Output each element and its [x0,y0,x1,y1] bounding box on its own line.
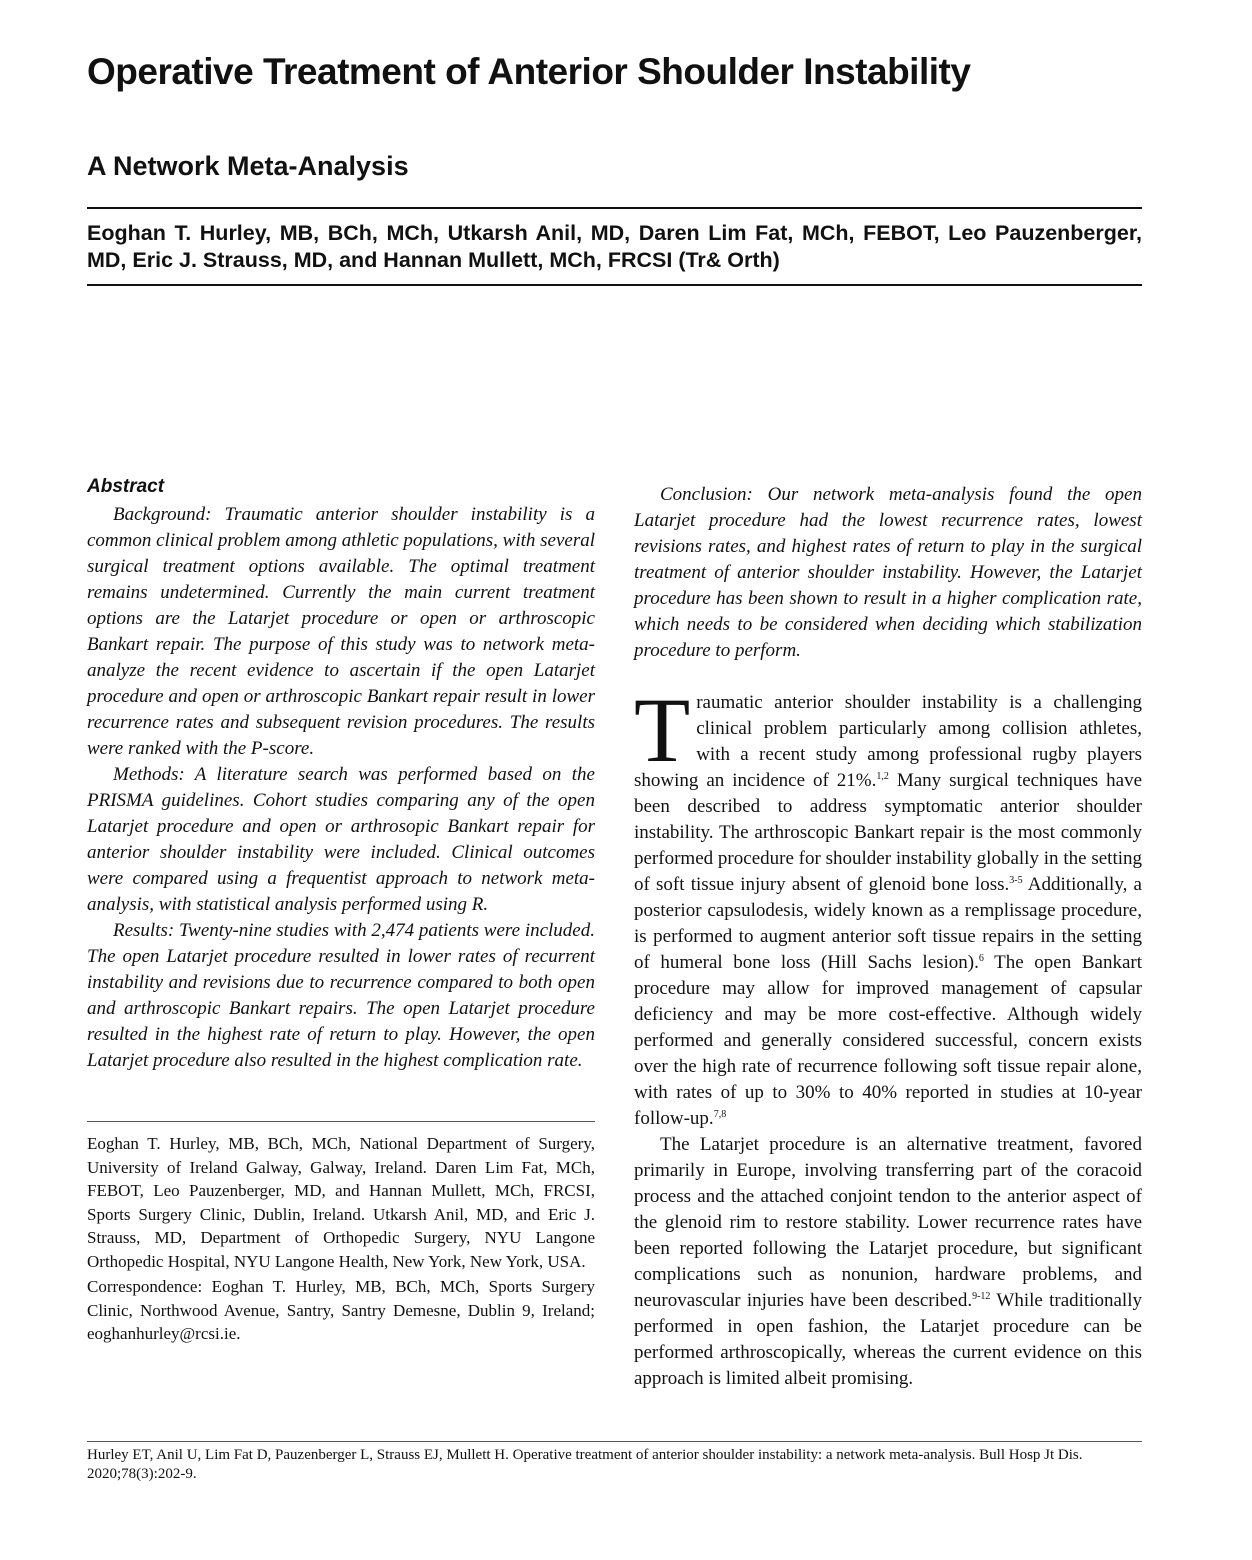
affiliation-divider [87,1121,595,1122]
article-title: Operative Treatment of Anterior Shoulder Instability [87,51,971,92]
body-text: The open Bankart procedure may allow for improved management of capsular deficiency and may be more cost-effective. Although widely performed and generally considered successful, concern exists over the high rate of recurrence following soft tissue repair alone, with rates of up to 30% to 40% reported in studies at 10-year follow-up. [634,952,1142,1129]
abstract-background: Background: Traumatic anterior shoulder instability is a common clinical problem among athletic populations, with several surgical treatment options available. The optimal treatment remains undetermined. Currently the main current treatment options are the Latarjet procedure or open or arthroscopic Bankart repair. The purpose of this study was to network meta-analyze the recent evidence to ascertain if the open Latarjet procedure and open or arthroscopic Bankart repair result in lower recurrence rates and subsequent revision procedures. The results were ranked with the P-score. [87,504,596,759]
left-column [87,474,595,1348]
correspondence: Correspondence: Eoghan T. Hurley, MB, BCh, MCh, Sports Surgery Clinic, Northwood Avenue, Santry, Santry Demesne, Dublin 9, Ireland; eoghanhurley@rcsi.ie. [87,1277,595,1343]
abstract-conclusion: Conclusion: Our network meta-analysis found the open Latarjet procedure had the lowest recurrence rates, lowest revisions rates, and highest rates of return to play in the surgical treatment of anterior shoulder instability. However, the Latarjet procedure has been shown to result in a higher complication rate, which needs to be considered when deciding which stabilization procedure to perform. [634,484,1142,661]
reference-marker: 7,8 [713,1109,727,1120]
abstract-results: Results: Twenty-nine studies with 2,474 patients were included. The open Latarjet procedure resulted in lower rates of recurrent instability and revisions due to recurrence compared to both open and arthroscopic Bankart repairs. The open Latarjet procedure resulted in the highest rate of return to play. However, the open Latarjet procedure also resulted in the highest complication rate. [87,920,595,1071]
body-text: The Latarjet procedure is an alternative treatment, favored primarily in Europe, involving transferring part of the coracoid process and the attached conjoint tendon to the anterior aspect of the glenoid rim to restore stability. Lower recurrence rates have been reported following the Latarjet procedure, but significant complications such as nonunion, hardware problems, and neurovascular injuries have been described. [634,1134,1142,1311]
author-affiliations: Eoghan T. Hurley, MB, BCh, MCh, National Department of Surgery, University of Ireland Galway, Galway, Ireland. Daren Lim Fat, MCh, FEBOT, Leo Pauzenberger, MD, and Hannan Mullett, MCh, FRCSI, Sports Surgery Clinic, Dublin, Ireland. Utkarsh Anil, MD, and Eric J. Strauss, MD, Department of Orthopedic Surgery, NYU Langone Orthopedic Hospital, NYU Langone Health, New York, New York, USA. [87,1134,595,1271]
citation-footer: Hurley ET, Anil U, Lim Fat D, Pauzenberger L, Strauss EJ, Mullett H. Operative treatment of anterior shoulder instability: a network meta-analysis. Bull Hosp Jt Dis. 2020;78(3):202-9. [87,1447,1083,1482]
body-text: Additionally, a posterior capsulodesis, widely known as a remplissage procedure, is performed to augment anterior soft tissue repairs in the setting of humeral bone loss (Hill Sachs lesion). [634,874,1142,973]
body-text: raumatic anterior shoulder instability is a challenging clinical problem particularly among collision athletes, with a recent study among professional rugby players showing an incidence of 21%. [634,692,1142,791]
right-column [634,482,1142,1392]
intro-paragraph-1 [634,679,1142,1132]
reference-marker: 1,2 [876,771,889,782]
header-divider-top [87,207,1142,209]
header-divider-bottom [87,284,1142,286]
drop-cap: T [634,679,691,781]
intro-paragraph-2 [634,1132,1142,1392]
abstract-heading: Abstract [87,476,165,497]
abstract-methods: Methods: A literature search was performed based on the PRISMA guidelines. Cohort studies comparing any of the open Latarjet procedure and open or arthrosopic Bankart repair for anterior shoulder instability were included. Clinical outcomes were compared using a frequentist approach to network meta-analysis, with statistical analysis performed using R. [87,764,595,915]
author-list: Eoghan T. Hurley, MB, BCh, MCh, Utkarsh Anil, MD, Daren Lim Fat, MCh, FEBOT, Leo Pauzenberger, MD, Eric J. Strauss, MD, and Hannan Mullett, MCh, FRCSI (Tr& Orth) [87,221,1142,272]
article-subtitle: A Network Meta-Analysis [87,151,409,181]
reference-marker: 6 [978,953,984,964]
body-text: Many surgical techniques have been described to address symptomatic anterior shoulder instability. The arthroscopic Bankart repair is the most commonly performed procedure for shoulder instability globally in the setting of soft tissue injury absent of glenoid bone loss. [634,770,1142,895]
reference-marker: 3-5 [1009,875,1023,886]
body-text: While traditionally performed in open fashion, the Latarjet procedure can be performed arthroscopically, whereas the current evidence on this approach is limited albeit promising. [634,1290,1142,1389]
reference-marker: 9-12 [972,1291,991,1302]
footer-divider [87,1441,1142,1442]
